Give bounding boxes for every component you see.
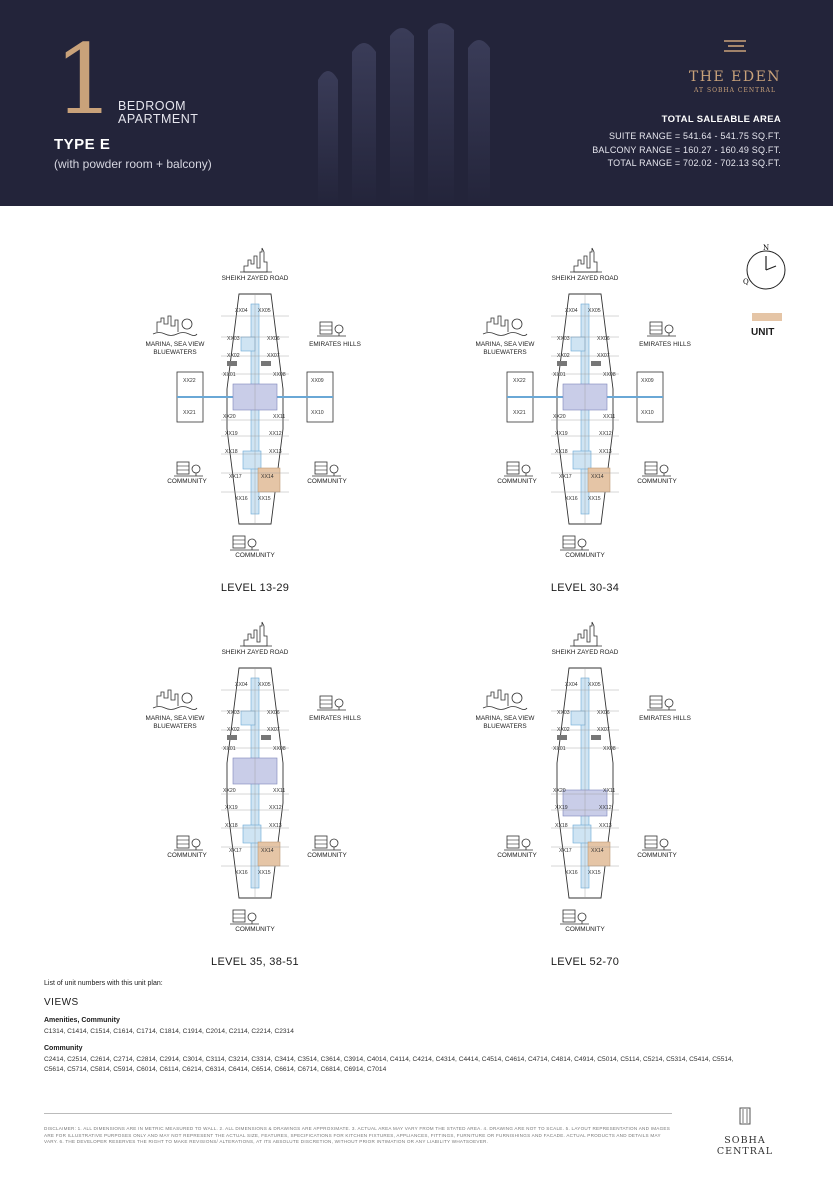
floor-plan-level-13-29 bbox=[125, 244, 385, 594]
unit-code: XX11 bbox=[603, 788, 616, 794]
compass bbox=[740, 244, 788, 292]
disclaimer: DISCLAIMER: 1. ALL DIMENSIONS ARE IN METRIC MEASURED TO WALL. 2. ALL DIMENSIONS & DRAWINGS ARE APPROXIMATE. 3. ACTUAL AREA MAY VARY FROM THE STATED AREA. 4. DRAWING ARE NOT TO SCALE. 5. LAYOUT REPRESENTATION AND IMAGES ARE FOR ILLUSTRATIVE PURPOSES ONLY AND MAY NOT REPRESENT THE ACTUAL SIZE, FEATURES, SPECIFICATIONS FOR KITCHEN FIXTURES, APPLIANCES, FITTINGS, FURNITURE OR FURNISHINGS AND FACADE. ACTUAL PRODUCTS AND DETAILS MAY VARY. 6. THE DEVELOPER RESERVES THE RIGHT TO MAKE REVISIONS/ ALTERATIONS, AT ITS ABSOLUTE DISCRETION, WITHOUT PRIOR INTIMATION OR ANY LIABILITY WHATSOEVER. bbox=[44, 1126, 671, 1145]
community-label: COMMUNITY bbox=[235, 552, 275, 559]
view-category: Amenities, Community bbox=[44, 1017, 120, 1024]
unit-code: XX16 bbox=[235, 496, 248, 502]
highlighted-unit bbox=[588, 468, 610, 492]
floor-plan-drawing bbox=[455, 618, 715, 968]
community-label: COMMUNITY bbox=[497, 478, 537, 485]
unit-code: XX03 bbox=[557, 710, 570, 716]
marina-icon bbox=[153, 690, 197, 710]
emirates-hills-label: EMIRATES HILLS bbox=[639, 715, 691, 722]
unit-code: XX15 bbox=[588, 496, 601, 502]
level-caption: LEVEL 13-29 bbox=[220, 582, 290, 594]
stair-core bbox=[241, 711, 255, 725]
the-eden-logo: THE EDEN AT SOBHA CENTRAL bbox=[680, 38, 790, 94]
unit-code: XX18 bbox=[225, 823, 238, 829]
service-shaft bbox=[227, 735, 237, 740]
balcony-range: BALCONY RANGE = 160.27 - 160.49 SQ.FT. bbox=[592, 144, 781, 155]
unit-legend-swatch bbox=[752, 313, 782, 321]
unit-code: XX13 bbox=[599, 449, 612, 455]
building-icon bbox=[504, 462, 533, 476]
highlighted-unit bbox=[258, 468, 280, 492]
building-icon bbox=[647, 322, 676, 336]
unit-code: XX01 bbox=[553, 746, 566, 752]
floor-plan-level-52-70 bbox=[455, 618, 715, 968]
unit-code: XX12 bbox=[599, 431, 612, 437]
unit-code: XX08 bbox=[273, 746, 286, 752]
unit-code: XX22 bbox=[183, 378, 196, 384]
unit-code: XX05 bbox=[588, 682, 601, 688]
unit-code: XX11 bbox=[273, 414, 286, 420]
unit-code: XX01 bbox=[553, 372, 566, 378]
unit-code: XX05 bbox=[258, 308, 271, 314]
service-shaft bbox=[591, 361, 601, 366]
unit-code: XX17 bbox=[229, 848, 242, 854]
unit-code: XX19 bbox=[555, 805, 568, 811]
building-icon bbox=[642, 462, 671, 476]
level-caption: LEVEL 35, 38-51 bbox=[211, 956, 299, 968]
unit-code: XX12 bbox=[269, 431, 282, 437]
unit-code: XX10 bbox=[641, 410, 654, 416]
service-shaft bbox=[557, 361, 567, 366]
level-caption: LEVEL 30-34 bbox=[550, 582, 620, 594]
unit-code: XX07 bbox=[267, 353, 280, 359]
unit-code: XX03 bbox=[227, 710, 240, 716]
svg-text:Q: Q bbox=[743, 278, 749, 286]
community-label: COMMUNITY bbox=[307, 478, 347, 485]
service-shaft bbox=[227, 361, 237, 366]
service-shaft bbox=[557, 735, 567, 740]
community-label: COMMUNITY bbox=[637, 852, 677, 859]
marina-view-label: MARINA, SEA VIEW BLUEWATERS bbox=[475, 715, 535, 730]
unit-code: XX19 bbox=[225, 431, 238, 437]
building-icon bbox=[642, 836, 671, 850]
community-label: COMMUNITY bbox=[637, 478, 677, 485]
unit-code: XX17 bbox=[229, 474, 242, 480]
unit-code: XX08 bbox=[603, 372, 616, 378]
unit-code: XX08 bbox=[603, 746, 616, 752]
unit-code: XX11 bbox=[273, 788, 286, 794]
bedroom-count: 1 bbox=[54, 24, 116, 136]
unit-code: XX09 bbox=[641, 378, 654, 384]
header-banner bbox=[0, 0, 833, 206]
marina-icon bbox=[483, 690, 527, 710]
unit-code: XX09 bbox=[311, 378, 324, 384]
skyline-icon bbox=[240, 248, 272, 272]
unit-list-intro: List of unit numbers with this unit plan: bbox=[44, 980, 163, 987]
skyline-icon bbox=[570, 248, 602, 272]
community-label: COMMUNITY bbox=[167, 478, 207, 485]
skyline-icon bbox=[570, 622, 602, 646]
unit-code: XX03 bbox=[227, 336, 240, 342]
unit-code: XX22 bbox=[513, 378, 526, 384]
saleable-area-block: TOTAL SALEABLE AREA SUITE RANGE = 541.64 - 541.75 SQ.FT. BALCONY RANGE = 160.27 - 160.49 SQ.FT. TOTAL RANGE = 702.02 - 702.13 SQ.FT. bbox=[592, 114, 781, 171]
marina-view-label: MARINA, SEA VIEW BLUEWATERS bbox=[145, 341, 205, 356]
marina-view-label: MARINA, SEA VIEW BLUEWATERS bbox=[145, 715, 205, 730]
stair-core bbox=[241, 337, 255, 351]
unit-code: XX20 bbox=[223, 788, 236, 794]
building-icon bbox=[647, 696, 676, 710]
unit-code: XX01 bbox=[223, 372, 236, 378]
unit-code: XX13 bbox=[599, 823, 612, 829]
unit-list bbox=[44, 980, 744, 1083]
bedroom-apartment-label: BEDROOM APARTMENT bbox=[118, 99, 199, 126]
unit-code: XX18 bbox=[555, 449, 568, 455]
building-icon bbox=[230, 910, 259, 924]
unit-code: XX06 bbox=[597, 336, 610, 342]
unit-code: XX07 bbox=[597, 727, 610, 733]
marina-icon bbox=[483, 316, 527, 336]
stair-core bbox=[573, 825, 591, 843]
unit-code: XX02 bbox=[227, 727, 240, 733]
road-label: SHEIKH ZAYED ROAD bbox=[551, 649, 619, 656]
building-icon bbox=[174, 836, 203, 850]
unit-code: XX14 bbox=[261, 848, 274, 854]
apartment-subtitle: (with powder room + balcony) bbox=[54, 157, 212, 171]
unit-code: XX14 bbox=[591, 848, 604, 854]
highlighted-unit bbox=[588, 842, 610, 866]
apartment-type: TYPE E bbox=[54, 136, 111, 153]
unit-code: XX12 bbox=[269, 805, 282, 811]
unit-code: XX02 bbox=[557, 353, 570, 359]
unit-code: XX12 bbox=[599, 805, 612, 811]
unit-code: XX10 bbox=[311, 410, 324, 416]
building-icon bbox=[504, 836, 533, 850]
stair-core bbox=[571, 337, 585, 351]
unit-code: XX03 bbox=[557, 336, 570, 342]
unit-code: XX04 bbox=[235, 308, 248, 314]
footer-divider bbox=[44, 1113, 672, 1114]
unit-codes: C1314, C1414, C1514, C1614, C1714, C1814, C1914, C2014, C2114, C2214, C2314 bbox=[44, 1028, 294, 1035]
road-label: SHEIKH ZAYED ROAD bbox=[221, 649, 289, 656]
highlighted-unit bbox=[258, 842, 280, 866]
unit-code: XX17 bbox=[559, 474, 572, 480]
unit-code: XX15 bbox=[258, 496, 271, 502]
building-icon bbox=[230, 536, 259, 550]
total-range: TOTAL RANGE = 702.02 - 702.13 SQ.FT. bbox=[607, 158, 781, 168]
floor-plan-level-30-34 bbox=[455, 244, 715, 594]
community-label: COMMUNITY bbox=[565, 552, 605, 559]
emirates-hills-label: EMIRATES HILLS bbox=[309, 715, 361, 722]
community-label: COMMUNITY bbox=[307, 852, 347, 859]
unit-legend-label: UNIT bbox=[751, 327, 775, 338]
unit-code: XX04 bbox=[565, 682, 578, 688]
emirates-hills-label: EMIRATES HILLS bbox=[639, 341, 691, 348]
road-label: SHEIKH ZAYED ROAD bbox=[551, 275, 619, 282]
unit-code: XX17 bbox=[559, 848, 572, 854]
community-label: COMMUNITY bbox=[167, 852, 207, 859]
unit-code: XX18 bbox=[225, 449, 238, 455]
unit-code: XX16 bbox=[565, 496, 578, 502]
sobha-tower-icon bbox=[738, 1106, 752, 1126]
marina-icon bbox=[153, 316, 197, 336]
building-icon bbox=[312, 836, 341, 850]
community-label: COMMUNITY bbox=[565, 926, 605, 933]
unit-code: XX19 bbox=[225, 805, 238, 811]
building-icon bbox=[317, 696, 346, 710]
unit-code: XX13 bbox=[269, 449, 282, 455]
floor-plan-level-35-38-51 bbox=[125, 618, 385, 968]
floor-plan-drawing bbox=[125, 618, 385, 968]
svg-text:N: N bbox=[762, 244, 770, 252]
unit-code: XX15 bbox=[588, 870, 601, 876]
unit-code: XX01 bbox=[223, 746, 236, 752]
unit-code: XX15 bbox=[258, 870, 271, 876]
building-icon bbox=[317, 322, 346, 336]
emirates-hills-label: EMIRATES HILLS bbox=[309, 341, 361, 348]
building-icon bbox=[560, 910, 589, 924]
unit-code: XX14 bbox=[261, 474, 274, 480]
service-shaft bbox=[261, 735, 271, 740]
unit-code: XX20 bbox=[223, 414, 236, 420]
floor-plan-drawing bbox=[455, 244, 715, 594]
unit-code: XX06 bbox=[267, 710, 280, 716]
unit-code: XX08 bbox=[273, 372, 286, 378]
building-icon bbox=[174, 462, 203, 476]
unit-code: XX18 bbox=[555, 823, 568, 829]
north-compass-icon bbox=[740, 244, 788, 292]
community-label: COMMUNITY bbox=[235, 926, 275, 933]
unit-code: XX02 bbox=[557, 727, 570, 733]
community-label: COMMUNITY bbox=[497, 852, 537, 859]
skyline-icon bbox=[240, 622, 272, 646]
unit-code: XX20 bbox=[553, 414, 566, 420]
unit-code: XX11 bbox=[603, 414, 616, 420]
stair-core bbox=[243, 825, 261, 843]
stair-core bbox=[571, 711, 585, 725]
unit-code: XX20 bbox=[553, 788, 566, 794]
marina-view-label: MARINA, SEA VIEW BLUEWATERS bbox=[475, 341, 535, 356]
unit-code: XX16 bbox=[235, 870, 248, 876]
service-shaft bbox=[591, 735, 601, 740]
views-heading: VIEWS bbox=[44, 997, 79, 1008]
unit-code: XX21 bbox=[183, 410, 196, 416]
building-icon bbox=[312, 462, 341, 476]
service-shaft bbox=[261, 361, 271, 366]
unit-code: XX16 bbox=[565, 870, 578, 876]
suite-range: SUITE RANGE = 541.64 - 541.75 SQ.FT. bbox=[608, 131, 781, 141]
building-icon bbox=[560, 536, 589, 550]
road-label: SHEIKH ZAYED ROAD bbox=[221, 275, 289, 282]
unit-code: XX06 bbox=[267, 336, 280, 342]
unit-code: XX07 bbox=[267, 727, 280, 733]
sobha-central-logo: SOBHA CENTRAL bbox=[700, 1106, 790, 1157]
stair-core bbox=[573, 451, 591, 469]
unit-code: XX04 bbox=[235, 682, 248, 688]
unit-code: XX02 bbox=[227, 353, 240, 359]
unit-code: XX19 bbox=[555, 431, 568, 437]
unit-code: XX21 bbox=[513, 410, 526, 416]
unit-code: XX13 bbox=[269, 823, 282, 829]
unit-code: XX06 bbox=[597, 710, 610, 716]
level-caption: LEVEL 52-70 bbox=[550, 956, 620, 968]
unit-code: XX07 bbox=[597, 353, 610, 359]
stair-core bbox=[243, 451, 261, 469]
unit-codes: C2414, C2514, C2614, C2714, C2814, C2914, C3014, C3114, C3214, C3314, C3414, C3514, C3614, C3914, C4014, C4114, C4214, C4314, C4414, C4514, C4614, C4714, C4814, C4914, C5014, C5114, C5214, C5314, C5414, C5514, C5614, C5714, C5814, C5914, C6014, C6114, C6214, C6314, C6414, C6514, C6614, C6714, C6814, C6914, C7014 bbox=[44, 1056, 734, 1073]
unit-code: XX05 bbox=[258, 682, 271, 688]
view-category: Community bbox=[44, 1045, 83, 1052]
unit-code: XX05 bbox=[588, 308, 601, 314]
unit-code: XX04 bbox=[565, 308, 578, 314]
unit-code: XX14 bbox=[591, 474, 604, 480]
floor-plan-drawing bbox=[125, 244, 385, 594]
eden-emblem-icon bbox=[722, 38, 748, 56]
